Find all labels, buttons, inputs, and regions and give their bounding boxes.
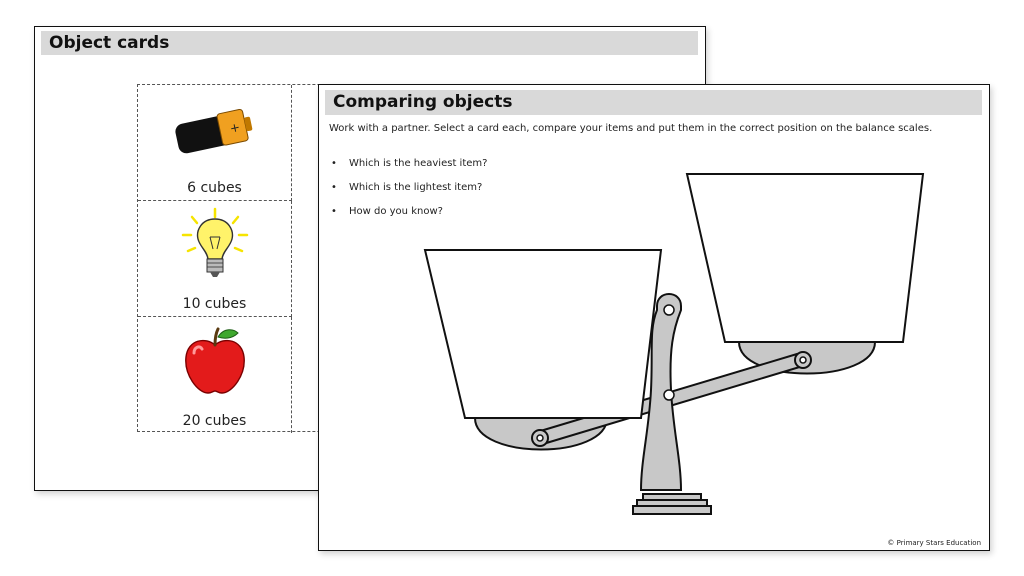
apple-icon	[168, 323, 262, 403]
question-item: • Which is the heaviest item?	[329, 157, 487, 181]
card-label: 10 cubes	[182, 296, 247, 312]
card-apple[interactable]	[138, 317, 292, 433]
object-cards-title: Object cards	[41, 31, 698, 55]
card-label: 6 cubes	[187, 180, 242, 196]
comparing-objects-slide	[318, 84, 990, 551]
balance-scales	[419, 170, 939, 535]
svg-text:+: +	[228, 119, 242, 136]
card-battery[interactable]	[138, 85, 292, 201]
copyright-text: © Primary Stars Education	[887, 539, 981, 547]
question-item: • How do you know?	[329, 205, 487, 229]
card-lightbulb[interactable]	[138, 201, 292, 317]
card-label: 20 cubes	[182, 413, 247, 429]
right-pan-bucket	[687, 174, 923, 342]
left-pan-bucket	[425, 250, 661, 418]
question-item: • Which is the lightest item?	[329, 181, 487, 205]
comparing-objects-title: Comparing objects	[325, 90, 982, 115]
battery-icon	[168, 91, 262, 171]
instruction-text: Work with a partner. Select a card each, compare your items and put them in the correct position on the balance scales.	[329, 123, 933, 134]
lightbulb-icon	[168, 207, 262, 287]
